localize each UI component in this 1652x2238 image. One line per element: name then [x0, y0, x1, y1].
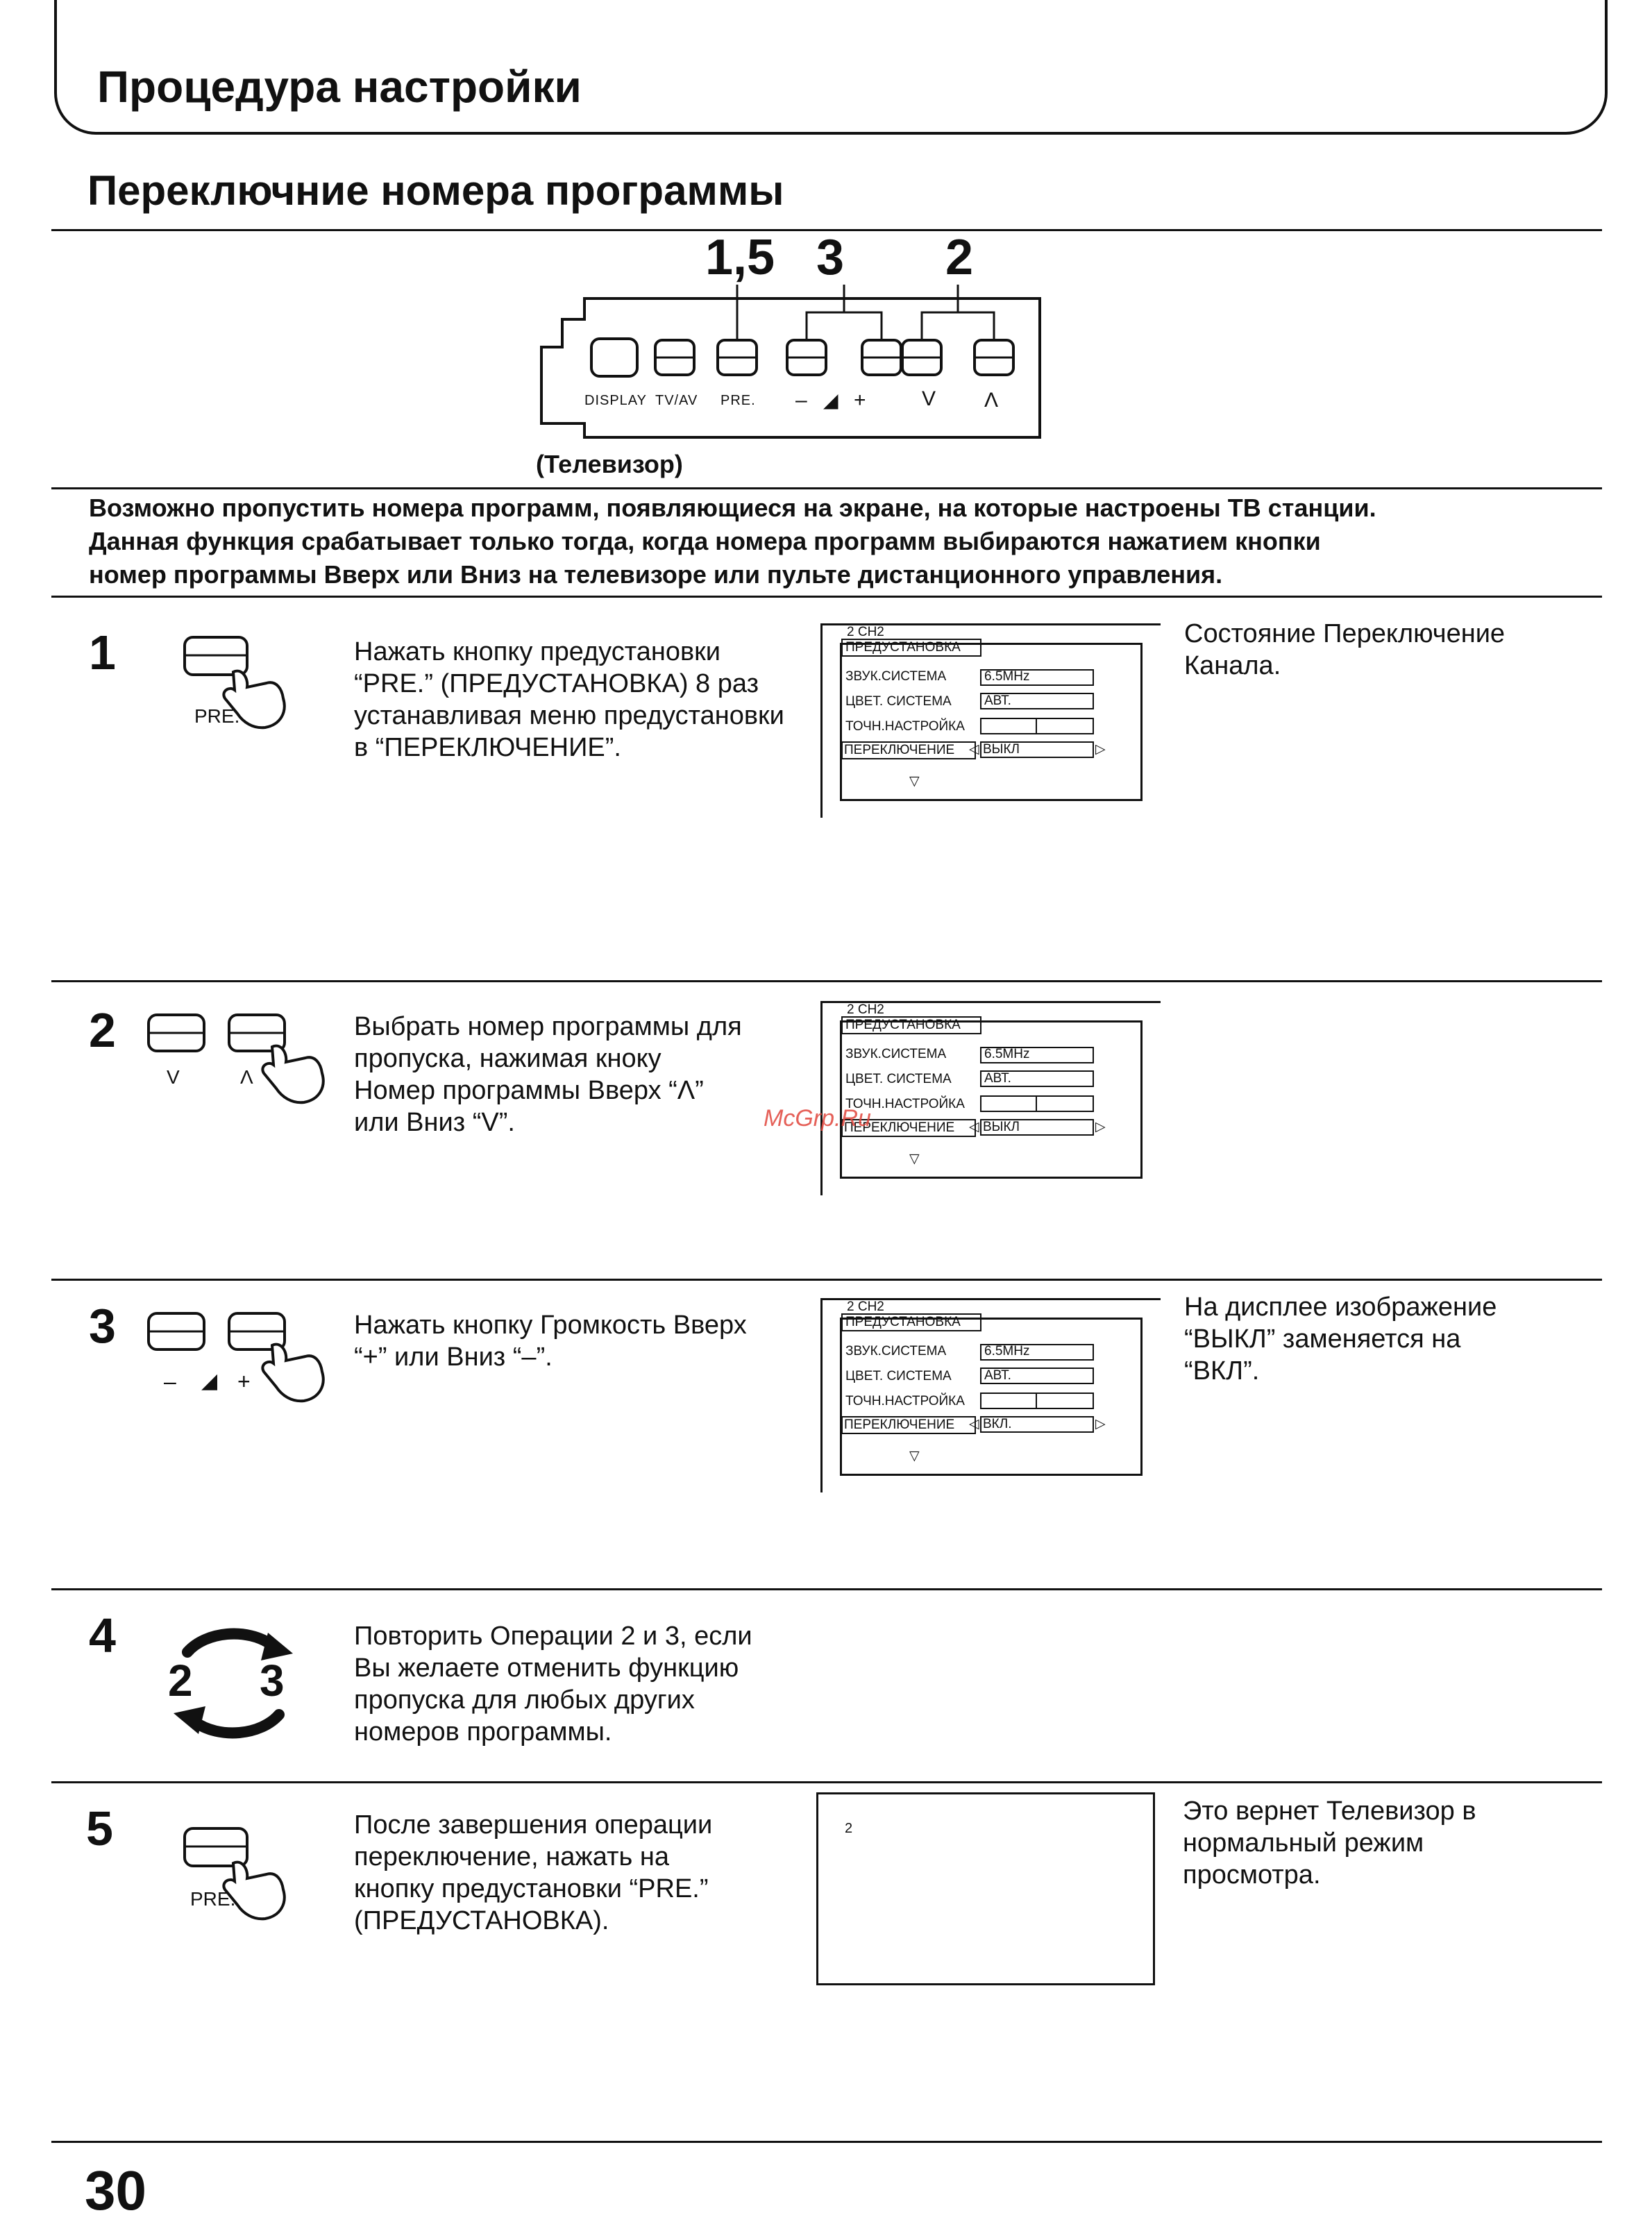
step-1-text — [354, 636, 840, 764]
step-3-plus-label: + — [237, 1369, 251, 1394]
note-line: На дисплее изображение — [1184, 1293, 1497, 1322]
panel-label-up: Λ — [984, 389, 1000, 412]
osd-skip-label: ПЕРЕКЛЮЧЕНИЕ — [844, 743, 955, 757]
callout-3: 3 — [816, 230, 845, 285]
osd-skip-value: ВЫКЛ — [983, 742, 1020, 757]
step-2-number: 2 — [89, 1003, 116, 1057]
note-line: Состояние Переключение — [1184, 619, 1506, 648]
step-3-text — [354, 1309, 840, 1373]
panel-label-pre: PRE. — [720, 393, 756, 408]
step-3-number: 3 — [89, 1299, 116, 1353]
step-text-line: Вы желаете отменить функцию — [354, 1654, 739, 1683]
step-text-line: Выбрать номер программы для — [354, 1012, 742, 1041]
step-5-text — [354, 1809, 840, 1937]
osd-sound-value: 6.5MHz — [984, 1344, 1030, 1358]
intro-line: Возможно пропустить номера программ, появляющиеся на экране, на которые настроены ТВ станции. — [89, 494, 1376, 522]
osd-right-arrow: ▷ — [1095, 1417, 1106, 1431]
intro-bottom-rule — [51, 596, 1602, 598]
step-5-button-label: PRE. — [190, 1888, 236, 1910]
osd-skip-value: ВКЛ. — [983, 1417, 1012, 1431]
osd-right-arrow: ▷ — [1095, 1120, 1106, 1134]
step-2-down-label: V — [167, 1066, 180, 1088]
press-pre-hand-icon — [178, 1823, 303, 1927]
panel-label-tv-av: TV/AV — [655, 393, 698, 408]
note-line: просмотра. — [1183, 1860, 1321, 1890]
osd-sound-value: 6.5MHz — [984, 669, 1030, 684]
step-text-line: “+” или Вниз “–”. — [354, 1343, 553, 1372]
step-3-volume-icon: ◢ — [201, 1370, 218, 1393]
osd-left-arrow: ◁ — [969, 1120, 979, 1134]
step-text-line: пропуска для любых других — [354, 1685, 695, 1715]
page-number: 30 — [85, 2160, 146, 2221]
panel-label-plus: + — [854, 389, 867, 412]
page-header-title: Процедура настройки — [97, 62, 582, 112]
step-3-note — [1184, 1291, 1573, 1387]
step-5-number: 5 — [86, 1801, 113, 1856]
screen-channel-number: 2 — [845, 1821, 853, 1836]
osd-skip-value: ВЫКЛ — [983, 1120, 1020, 1134]
display-button — [591, 339, 637, 376]
footer-rule — [51, 2141, 1602, 2143]
osd-color-value: АВТ. — [984, 693, 1011, 708]
step-text-line: После завершения операции — [354, 1810, 713, 1840]
osd-title: ПРЕДУСТАНОВКА — [845, 1315, 961, 1329]
osd-title: ПРЕДУСТАНОВКА — [845, 1018, 961, 1032]
panel-caption: (Телевизор) — [536, 450, 683, 478]
step-text-line: Нажать кнопку предустановки — [354, 637, 721, 666]
step-text-line: Нажать кнопку Громкость Вверх — [354, 1311, 747, 1340]
step-divider — [51, 980, 1602, 982]
osd-channel: 2 CH2 — [847, 1299, 884, 1314]
section-title: Переключние номера программы — [87, 167, 784, 214]
step-text-line: устанавливая меню предустановки — [354, 701, 784, 730]
step-2-up-label: Λ — [240, 1066, 253, 1088]
osd-fine-label: ТОЧН.НАСТРОЙКА — [845, 1097, 965, 1111]
step-divider — [51, 1279, 1602, 1281]
osd-menu-step-3 — [820, 1298, 1161, 1492]
note-line: Это вернет Телевизор в — [1183, 1797, 1476, 1826]
osd-sound-label: ЗВУК.СИСТЕМА — [845, 1047, 947, 1061]
press-channel-up-hand-icon — [143, 1007, 344, 1111]
watermark: McGrp.Ru — [764, 1105, 871, 1131]
step-1-note — [1184, 618, 1573, 682]
note-line: “ВЫКЛ” заменяется на — [1184, 1324, 1461, 1354]
osd-color-label: ЦВЕТ. СИСТЕМА — [845, 1072, 952, 1086]
step-text-line: переключение, нажать на — [354, 1842, 669, 1871]
osd-left-arrow: ◁ — [969, 742, 979, 757]
step-4-text — [354, 1620, 840, 1748]
step-text-line: или Вниз “V”. — [354, 1108, 515, 1137]
tv-screen-normal — [816, 1792, 1155, 1985]
step-text-line: в “ПЕРЕКЛЮЧЕНИЕ”. — [354, 733, 621, 762]
callout-2: 2 — [945, 230, 974, 285]
osd-title: ПРЕДУСТАНОВКА — [845, 640, 961, 655]
tv-front-panel-diagram — [534, 229, 1048, 444]
cycle-step-3: 3 — [260, 1656, 285, 1706]
step-text-line: “PRE.” (ПРЕДУСТАНОВКА) 8 раз — [354, 669, 759, 698]
callout-1-5: 1,5 — [705, 230, 775, 285]
osd-color-value: АВТ. — [984, 1071, 1011, 1086]
osd-sound-label: ЗВУК.СИСТЕМА — [845, 1344, 947, 1358]
bracket-channel — [922, 312, 994, 340]
osd-sound-value: 6.5MHz — [984, 1047, 1030, 1061]
osd-menu-step-1 — [820, 623, 1161, 818]
step-divider — [51, 1588, 1602, 1590]
osd-channel: 2 CH2 — [847, 625, 884, 639]
step-divider — [51, 1781, 1602, 1783]
step-1-button-label: PRE. — [194, 705, 240, 727]
osd-fine-label: ТОЧН.НАСТРОЙКА — [845, 719, 965, 734]
osd-left-arrow: ◁ — [969, 1417, 979, 1431]
step-4-number: 4 — [89, 1608, 116, 1663]
step-text-line: (ПРЕДУСТАНОВКА). — [354, 1906, 609, 1935]
step-1-number: 1 — [89, 625, 116, 680]
step-text-line: пропуска, нажимая кноку — [354, 1044, 661, 1073]
osd-color-value: АВТ. — [984, 1368, 1011, 1383]
panel-label-display: DISPLAY — [584, 393, 647, 408]
bracket-volume — [807, 312, 882, 340]
panel-label-minus: – — [795, 389, 808, 412]
osd-down-arrow: ▽ — [909, 1152, 920, 1166]
osd-fine-label: ТОЧН.НАСТРОЙКА — [845, 1394, 965, 1408]
intro-text — [89, 491, 1581, 591]
step-5-note — [1183, 1795, 1571, 1891]
note-line: “ВКЛ”. — [1184, 1356, 1260, 1386]
note-line: нормальный режим — [1183, 1828, 1424, 1858]
osd-skip-label: ПЕРЕКЛЮЧЕНИЕ — [844, 1417, 955, 1432]
step-3-minus-label: – — [164, 1369, 176, 1394]
step-text-line: номеров программы. — [354, 1717, 612, 1747]
note-line: Канала. — [1184, 651, 1281, 680]
osd-right-arrow: ▷ — [1095, 742, 1106, 757]
osd-channel: 2 CH2 — [847, 1002, 884, 1017]
step-text-line: Повторить Операции 2 и 3, если — [354, 1622, 752, 1651]
intro-line: номер программы Вверх или Вниз на телевизоре или пульте дистанционного управления. — [89, 560, 1223, 589]
intro-line: Данная функция срабатывает только тогда, когда номера программ выбираются нажатием кнопки — [89, 527, 1321, 555]
osd-color-label: ЦВЕТ. СИСТЕМА — [845, 694, 952, 709]
osd-color-label: ЦВЕТ. СИСТЕМА — [845, 1369, 952, 1383]
step-text-line: кнопку предустановки “PRE.” — [354, 1874, 709, 1903]
osd-skip-label: ПЕРЕКЛЮЧЕНИЕ — [844, 1120, 955, 1135]
cycle-step-2: 2 — [168, 1656, 193, 1706]
intro-top-rule — [51, 487, 1602, 489]
panel-label-down: V — [922, 387, 937, 410]
osd-sound-label: ЗВУК.СИСТЕМА — [845, 669, 947, 684]
osd-down-arrow: ▽ — [909, 1449, 920, 1463]
osd-down-arrow: ▽ — [909, 774, 920, 789]
osd-menu-step-2 — [820, 1001, 1161, 1195]
step-text-line: Номер программы Вверх “Λ” — [354, 1076, 704, 1105]
panel-label-volume-icon: ◢ — [823, 389, 839, 411]
